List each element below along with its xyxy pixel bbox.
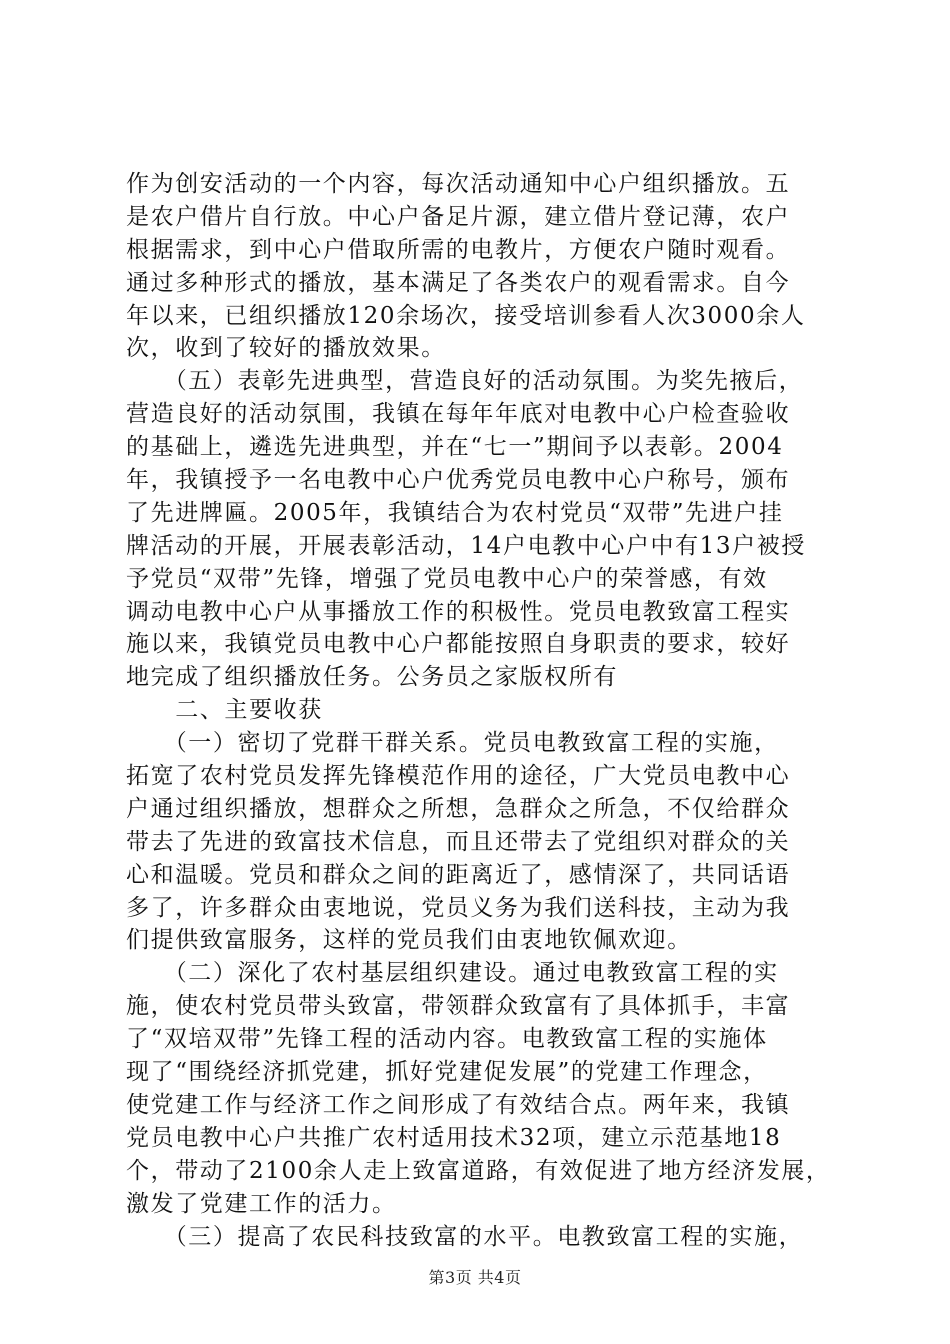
text-line: 调动电教中心户从事播放工作的积极性。党员电教致富工程实 (126, 598, 791, 625)
text-line: 作为创安活动的一个内容，每次活动通知中心户组织播放。五 (126, 171, 791, 197)
text-line: 拓宽了农村党员发挥先锋模范作用的途径，广大党员电教中心 (126, 763, 791, 790)
text-line: 带去了先进的致富技术信息，而且还带去了党组织对群众的关 (126, 828, 791, 855)
text-line: 个，带动了2100余人走上致富道路，有效促进了地方经济发展， (126, 1157, 831, 1184)
text-line: 了“双培双带”先锋工程的活动内容。电教致富工程的实施体 (126, 1026, 768, 1053)
text-line: 是农户借片自行放。中心户备足片源，建立借片登记薄，农户 (126, 203, 791, 230)
text-line: 年以来，已组织播放120余场次，接受培训参看人次3000余人 (126, 302, 806, 329)
text-line: 激发了党建工作的活力。 (126, 1190, 397, 1217)
text-line: 年，我镇授予一名电教中心户优秀党员电教中心户称号，颁布 (126, 467, 791, 494)
text-line: 次，收到了较好的播放效果。 (126, 335, 446, 362)
text-line: 现了“围绕经济抓党建，抓好党建促发展”的党建工作理念， (126, 1059, 768, 1086)
text-line: 户通过组织播放，想群众之所想，急群众之所急，不仅给群众 (126, 795, 791, 822)
text-line: （一）密切了党群干群关系。党员电教致富工程的实施， (126, 730, 779, 757)
text-line: 心和温暖。党员和群众之间的距离近了，感情深了，共同话语 (126, 861, 791, 888)
text-line: 根据需求，到中心户借取所需的电教片，方便农户随时观看。 (126, 236, 791, 263)
text-line: 们提供致富服务，这样的党员我们由衷地钦佩欢迎。 (126, 927, 692, 954)
text-line: 党员电教中心户共推广农村适用技术32项，建立示范基地18 (126, 1124, 782, 1151)
text-line: 牌活动的开展，开展表彰活动，14户电教中心户中有13户被授 (126, 532, 806, 559)
text-line: 营造良好的活动氛围，我镇在每年年底对电教中心户检查验收 (126, 401, 791, 428)
text-line: 了先进牌匾。2005年，我镇结合为农村党员“双带”先进户挂 (126, 499, 784, 526)
text-line: 施以来，我镇党员电教中心户都能按照自身职责的要求，较好 (126, 631, 791, 658)
text-line: 地完成了组织播放任务。公务员之家版权所有 (126, 664, 618, 691)
text-line: （五）表彰先进典型，营造良好的活动氛围。为奖先掖后， (126, 368, 804, 395)
text-line: （三）提高了农民科技致富的水平。电教致富工程的实施， (126, 1223, 804, 1250)
section-heading: 二、主要收获 (126, 697, 323, 724)
text-line: 予党员“双带”先锋，增强了党员电教中心户的荣誉感，有效 (126, 565, 768, 592)
text-line: 通过多种形式的播放，基本满足了各类农户的观看需求。自今 (126, 269, 791, 296)
document-body (126, 168, 846, 1253)
page-number-footer: 第3页 共4页 (428, 1268, 522, 1287)
text-line: 施，使农村党员带头致富，带领群众致富有了具体抓手，丰富 (126, 993, 791, 1020)
text-line: 多了，许多群众由衷地说，党员义务为我们送科技，主动为我 (126, 894, 791, 921)
text-line: 使党建工作与经济工作之间形成了有效结合点。两年来，我镇 (126, 1091, 791, 1118)
text-line: 的基础上，遴选先进典型，并在“七一”期间予以表彰。2004 (126, 434, 784, 461)
text-line: （二）深化了农村基层组织建设。通过电教致富工程的实 (126, 960, 779, 987)
